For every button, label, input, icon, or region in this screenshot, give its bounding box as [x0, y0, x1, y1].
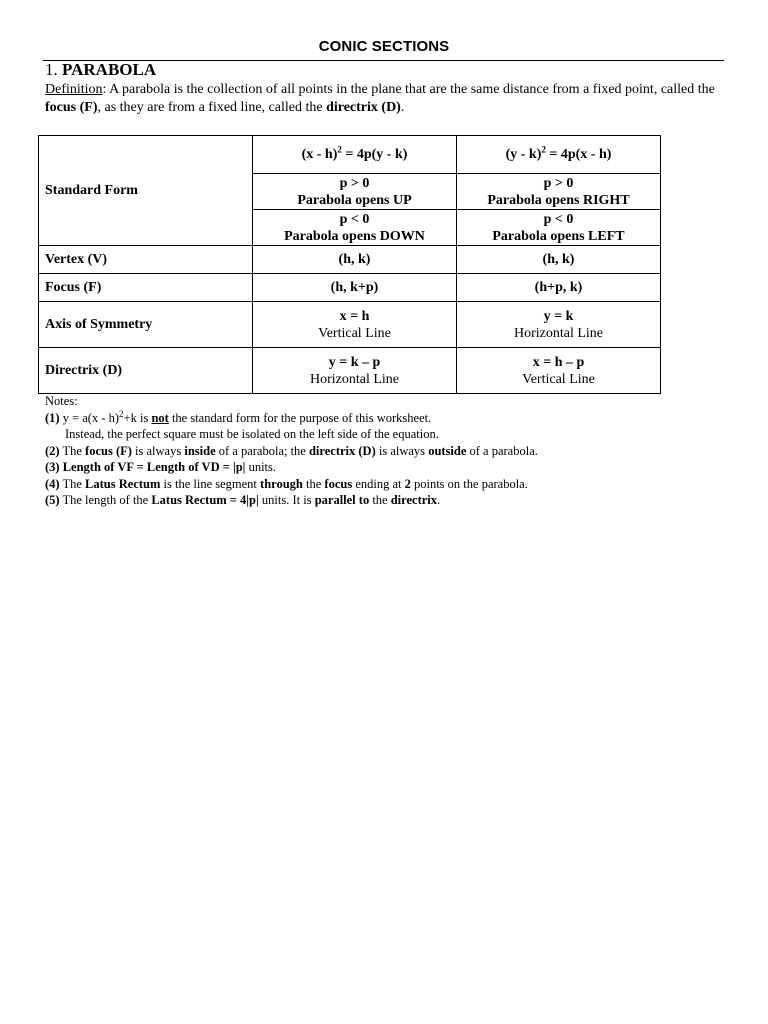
note-text: units.	[245, 460, 276, 474]
axis-horizontal	[457, 302, 661, 348]
exponent: 2	[337, 144, 342, 155]
note-2	[45, 443, 735, 460]
note-text: The	[59, 476, 86, 491]
latus-rectum-term: Latus Rectum = 4|p|	[151, 493, 259, 507]
line-type: Horizontal Line	[309, 371, 400, 387]
direction: Parabola opens RIGHT	[487, 192, 630, 208]
directrix-term: directrix	[390, 493, 438, 507]
note-text: is always	[131, 443, 185, 458]
note-1	[45, 410, 735, 427]
document-title: CONIC SECTIONS	[318, 38, 450, 55]
vertex-vertical: (h, k)	[253, 246, 457, 274]
table-row	[39, 348, 661, 394]
directrix-term: directrix (D)	[308, 443, 376, 458]
note-text: of a parabola; the	[215, 443, 309, 458]
note-4	[45, 476, 735, 493]
opens-up-cell	[253, 174, 457, 210]
note-number: (5)	[45, 493, 60, 507]
note-number: (4)	[45, 476, 60, 491]
equation-part: (x - h)	[301, 147, 338, 162]
focus-vertical: (h, k+p)	[253, 274, 457, 302]
equation: x = h – p	[532, 354, 585, 370]
note-text: of a parabola.	[466, 443, 538, 458]
parabola-table	[38, 135, 661, 394]
note-text: the	[369, 493, 391, 507]
note-bold-text: Length of VF = Length of VD = |p|	[59, 460, 246, 474]
exponent: 2	[119, 408, 124, 419]
note-text: +k is	[123, 410, 152, 425]
equation: y = k – p	[328, 354, 381, 370]
emphasis-not: not	[151, 410, 169, 425]
definition-label: Definition	[45, 82, 103, 97]
note-text: The	[59, 443, 86, 458]
note-5	[45, 492, 735, 509]
equation-part: (y - k)	[505, 147, 542, 162]
vertex-horizontal: (h, k)	[457, 246, 661, 274]
opens-left-cell	[457, 210, 661, 246]
equation: x = h	[339, 308, 370, 324]
row-label-focus: Focus (F)	[39, 274, 253, 302]
equation-part: = 4p(x - h)	[545, 147, 612, 162]
standard-form-horizontal	[457, 136, 661, 174]
section-title: PARABOLA	[62, 60, 157, 79]
line-type: Vertical Line	[318, 325, 391, 341]
note-text: .	[437, 493, 441, 507]
line-type: Horizontal Line	[513, 325, 604, 341]
condition: p < 0	[339, 211, 370, 227]
latus-rectum-term: Latus Rectum	[85, 476, 161, 491]
definition-text: : A parabola is the collection of all points in the plane that are the same distance from a fixed point, called the	[102, 82, 715, 97]
section-heading	[45, 60, 156, 80]
emphasis-parallel: parallel to	[314, 493, 370, 507]
directrix-horizontal	[457, 348, 661, 394]
directrix-term: directrix (D)	[326, 100, 401, 115]
note-text: units. It is	[258, 493, 315, 507]
focus-term: focus	[324, 476, 353, 491]
exponent: 2	[541, 144, 546, 155]
note-1-line-2: Instead, the perfect square must be isolated on the left side of the equation.	[65, 427, 439, 441]
equation-part: = 4p(y - k)	[341, 147, 408, 162]
note-number: (1)	[45, 410, 60, 425]
row-label-directrix: Directrix (D)	[39, 348, 253, 394]
note-text: ending at	[352, 476, 405, 491]
note-number: (3)	[45, 460, 60, 474]
emphasis-through: through	[260, 476, 303, 491]
line-type: Vertical Line	[522, 371, 595, 387]
row-label-vertex: Vertex (V)	[39, 246, 253, 274]
note-text: is always	[375, 443, 429, 458]
condition: p > 0	[339, 175, 370, 191]
opens-down-cell	[253, 210, 457, 246]
equation: y = k	[543, 308, 574, 324]
notes-heading: Notes:	[45, 394, 78, 408]
focus-term: focus (F)	[45, 100, 98, 115]
row-label-axis: Axis of Symmetry	[39, 302, 253, 348]
note-text: y = a(x - h)	[59, 410, 120, 425]
definition-paragraph	[45, 81, 725, 117]
note-text: The length of the	[59, 493, 152, 507]
notes-block	[45, 393, 735, 509]
table-row	[39, 274, 661, 302]
condition: p > 0	[543, 175, 574, 191]
emphasis-outside: outside	[428, 443, 467, 458]
directrix-vertical	[253, 348, 457, 394]
table-row	[39, 302, 661, 348]
note-text: the standard form for the purpose of this worksheet.	[168, 410, 432, 425]
table-row	[39, 136, 661, 174]
note-text: the	[302, 476, 325, 491]
note-text: is the line segment	[160, 476, 261, 491]
note-text: points on the parabola.	[410, 476, 528, 491]
direction: Parabola opens DOWN	[284, 228, 425, 244]
axis-vertical	[253, 302, 457, 348]
standard-form-vertical	[253, 136, 457, 174]
table-row	[39, 246, 661, 274]
emphasis-inside: inside	[184, 443, 216, 458]
note-3	[45, 459, 735, 476]
definition-text: , as they are from a fixed line, called the	[97, 100, 327, 115]
definition-text: .	[400, 100, 405, 115]
direction: Parabola opens LEFT	[492, 228, 625, 244]
direction: Parabola opens UP	[297, 192, 412, 208]
section-number: 1.	[45, 60, 58, 79]
note-number: (2)	[45, 443, 60, 458]
opens-right-cell	[457, 174, 661, 210]
focus-horizontal: (h+p, k)	[457, 274, 661, 302]
condition: p < 0	[543, 211, 574, 227]
focus-term: focus (F)	[85, 443, 132, 458]
emphasis-two: 2	[404, 476, 411, 491]
row-label-standard-form: Standard Form	[39, 136, 253, 246]
